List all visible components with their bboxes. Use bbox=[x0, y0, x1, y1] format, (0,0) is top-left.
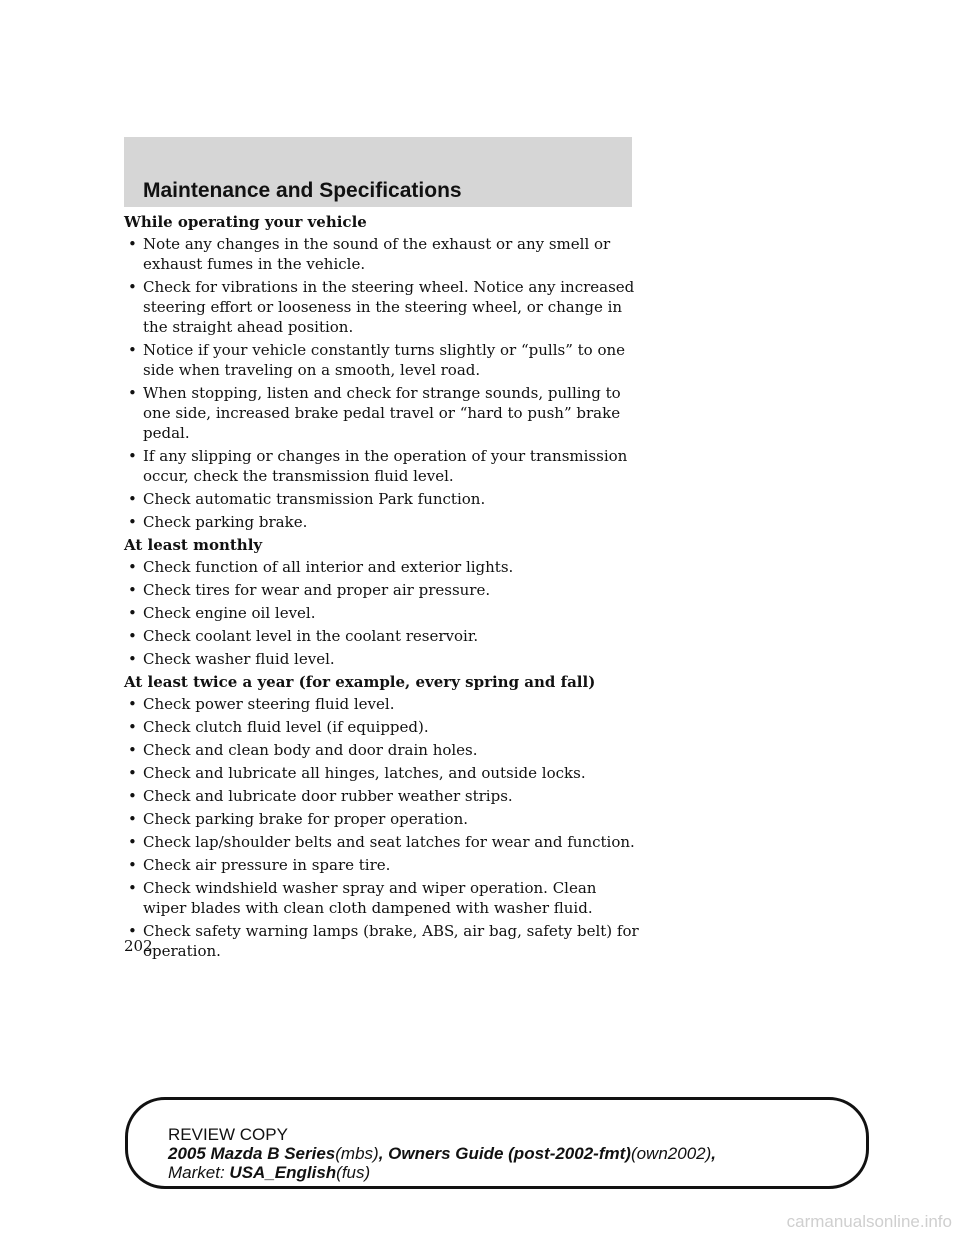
bullet-icon: • bbox=[128, 490, 137, 508]
list-item-text: Notice if your vehicle constantly turns slightly or “pulls” to one side when traveling on a smooth, level road. bbox=[143, 341, 626, 379]
list-item bbox=[124, 234, 644, 274]
section-header-band bbox=[124, 137, 632, 207]
page-title: Maintenance and Specifications bbox=[143, 179, 462, 202]
list-item-text: Check and lubricate all hinges, latches, and outside locks. bbox=[143, 764, 586, 782]
list-item bbox=[124, 921, 644, 961]
watermark-text: carmanualsonline.info bbox=[786, 1212, 952, 1231]
list-item-text: Check coolant level in the coolant reservoir. bbox=[143, 627, 479, 645]
list-item-text: Check tires for wear and proper air pressure. bbox=[143, 581, 491, 599]
list-item-text: Note any changes in the sound of the exhaust or any smell or exhaust fumes in the vehicle. bbox=[143, 235, 611, 273]
list-item bbox=[124, 878, 644, 918]
review-market: USA_English bbox=[229, 1163, 337, 1182]
bullet-icon: • bbox=[128, 718, 137, 736]
list-item-text: Check engine oil level. bbox=[143, 604, 316, 622]
list-item bbox=[124, 603, 644, 623]
list-item-text: Check clutch fluid level (if equipped). bbox=[143, 718, 429, 736]
list-item-text: Check parking brake for proper operation. bbox=[143, 810, 469, 828]
bullet-icon: • bbox=[128, 695, 137, 713]
list-item-text: If any slipping or changes in the operation of your transmission occur, check the transmission fluid level. bbox=[143, 447, 628, 485]
bullet-icon: • bbox=[128, 879, 137, 897]
document-body bbox=[124, 212, 644, 964]
bullet-icon: • bbox=[128, 558, 137, 576]
list-item bbox=[124, 763, 644, 783]
list-item-text: Check for vibrations in the steering wheel. Notice any increased steering effort or looseness in the steering wheel, or change in the straight ahead position. bbox=[143, 278, 635, 336]
list-item-text: Check and lubricate door rubber weather strips. bbox=[143, 787, 513, 805]
review-copy-box bbox=[125, 1097, 869, 1189]
section-heading: While operating your vehicle bbox=[124, 213, 367, 231]
review-market-code: (fus) bbox=[336, 1163, 371, 1182]
review-separator-2: , bbox=[711, 1144, 716, 1163]
review-model-code: (mbs) bbox=[335, 1144, 379, 1163]
list-item bbox=[124, 740, 644, 760]
list-item bbox=[124, 446, 644, 486]
bullet-icon: • bbox=[128, 833, 137, 851]
list-item bbox=[124, 580, 644, 600]
review-copy-label: REVIEW COPY bbox=[168, 1125, 288, 1144]
review-market-label: Market: bbox=[168, 1163, 225, 1182]
section-heading: At least monthly bbox=[124, 536, 263, 554]
bullet-icon: • bbox=[128, 581, 137, 599]
list-item-text: Check power steering fluid level. bbox=[143, 695, 395, 713]
bullet-icon: • bbox=[128, 341, 137, 359]
list-item-text: Check washer fluid level. bbox=[143, 650, 335, 668]
bullet-icon: • bbox=[128, 513, 137, 531]
list-item-text: Check lap/shoulder belts and seat latches for wear and function. bbox=[143, 833, 635, 851]
bullet-icon: • bbox=[128, 650, 137, 668]
list-item bbox=[124, 649, 644, 669]
review-separator: , bbox=[378, 1144, 389, 1163]
bullet-icon: • bbox=[128, 235, 137, 253]
review-copy-text bbox=[168, 1125, 716, 1182]
bullet-icon: • bbox=[128, 922, 137, 940]
list-item bbox=[124, 855, 644, 875]
list-item bbox=[124, 277, 644, 337]
bullet-icon: • bbox=[128, 627, 137, 645]
list-item bbox=[124, 383, 644, 443]
list-item-text: Check safety warning lamps (brake, ABS, air bag, safety belt) for operation. bbox=[143, 922, 639, 960]
page-number: 202 bbox=[124, 937, 153, 955]
section-heading: At least twice a year (for example, every spring and fall) bbox=[124, 673, 596, 691]
list-item bbox=[124, 512, 644, 532]
bullet-icon: • bbox=[128, 787, 137, 805]
review-copy-market-line bbox=[168, 1163, 716, 1182]
list-item bbox=[124, 489, 644, 509]
list-item bbox=[124, 694, 644, 714]
list-item bbox=[124, 832, 644, 852]
list-item bbox=[124, 717, 644, 737]
list-item bbox=[124, 557, 644, 577]
list-item-text: Check parking brake. bbox=[143, 513, 308, 531]
list-item-text: Check automatic transmission Park function. bbox=[143, 490, 486, 508]
list-item-text: Check function of all interior and exterior lights. bbox=[143, 558, 514, 576]
review-guide: Owners Guide (post-2002-fmt) bbox=[388, 1144, 631, 1163]
list-item bbox=[124, 626, 644, 646]
bullet-icon: • bbox=[128, 278, 137, 296]
bullet-icon: • bbox=[128, 604, 137, 622]
review-copy-model-line bbox=[168, 1144, 716, 1163]
list-item bbox=[124, 786, 644, 806]
list-item-text: Check windshield washer spray and wiper operation. Clean wiper blades with clean cloth dampened with washer fluid. bbox=[143, 879, 597, 917]
review-guide-code: (own2002) bbox=[630, 1144, 712, 1163]
list-item-text: Check air pressure in spare tire. bbox=[143, 856, 391, 874]
bullet-icon: • bbox=[128, 810, 137, 828]
list-item bbox=[124, 809, 644, 829]
list-item-text: Check and clean body and door drain holes. bbox=[143, 741, 478, 759]
list-item bbox=[124, 340, 644, 380]
bullet-icon: • bbox=[128, 764, 137, 782]
bullet-icon: • bbox=[128, 741, 137, 759]
list-item-text: When stopping, listen and check for strange sounds, pulling to one side, increased brake pedal travel or “hard to push” brake pedal. bbox=[143, 384, 621, 442]
review-model: 2005 Mazda B Series bbox=[168, 1144, 336, 1163]
bullet-icon: • bbox=[128, 384, 137, 402]
bullet-icon: • bbox=[128, 447, 137, 465]
bullet-icon: • bbox=[128, 856, 137, 874]
